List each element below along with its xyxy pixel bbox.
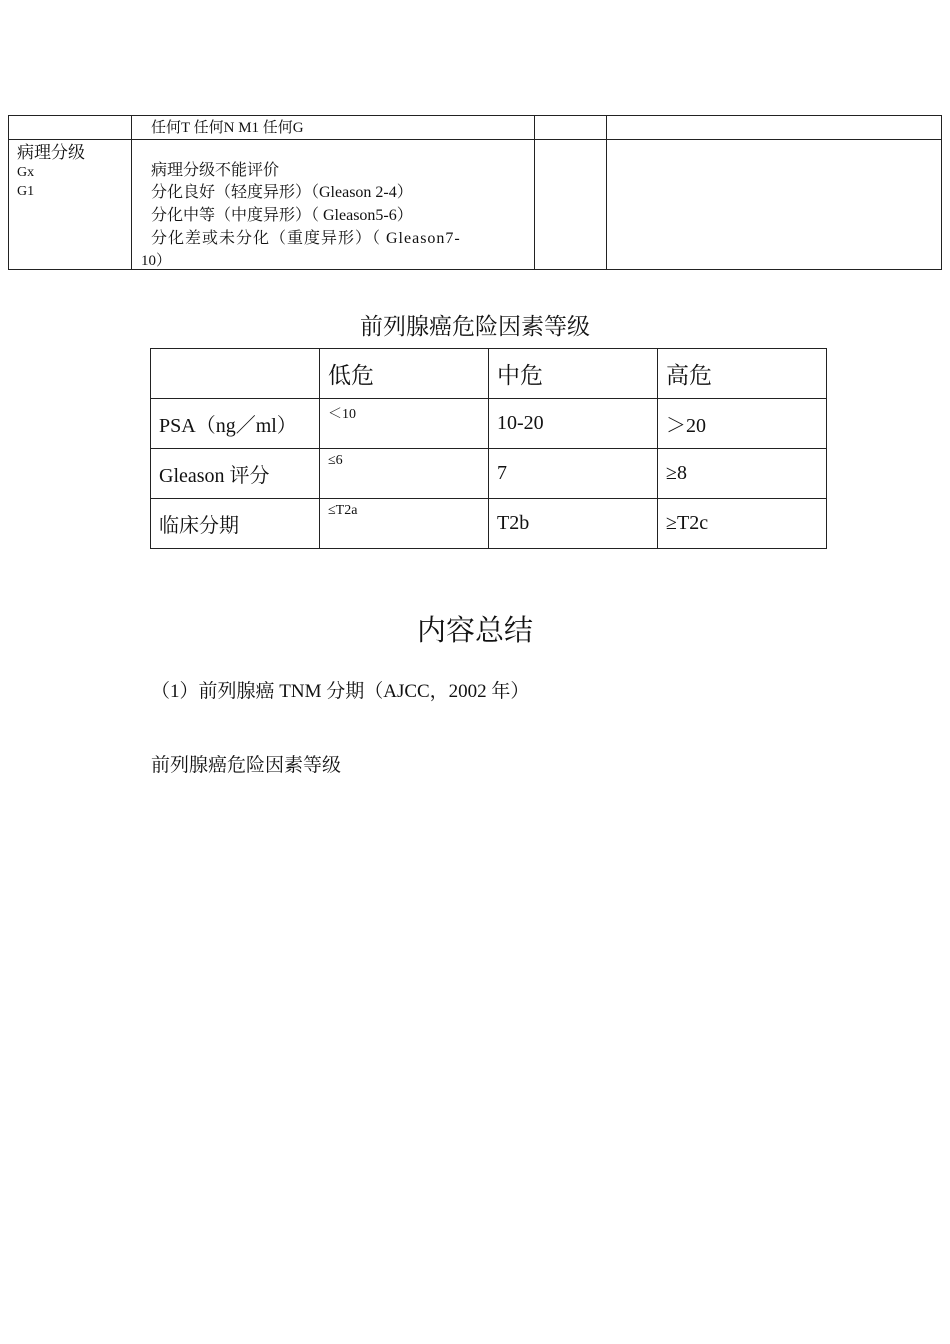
table-row xyxy=(151,399,827,449)
low-risk-cell: ≤6 xyxy=(320,449,489,499)
tnm-col-divider xyxy=(131,116,132,269)
header-cell: 中危 xyxy=(489,349,658,399)
risk-table xyxy=(150,348,827,549)
grade-code: Gx xyxy=(17,165,35,180)
header-cell: 高危 xyxy=(658,349,827,399)
high-risk-cell: ＞20 xyxy=(658,399,827,449)
grade-description: 病理分级不能评价 xyxy=(151,162,280,179)
grade-description: 10） xyxy=(141,253,172,269)
row-label: PSA（ng／ml） xyxy=(151,399,320,449)
mid-risk-cell: T2b xyxy=(489,499,658,549)
high-risk-cell: ≥T2c xyxy=(658,499,827,549)
high-risk-cell: ≥8 xyxy=(658,449,827,499)
summary-line: 前列腺癌危险因素等级 xyxy=(151,755,342,776)
tnm-col-divider xyxy=(534,116,535,269)
low-risk-cell: ＜10 xyxy=(320,399,489,449)
tnm-col-divider xyxy=(606,116,607,269)
grade-description: 分化良好（轻度异形）（Gleason 2-4） xyxy=(151,184,413,201)
tnm-row-m1-text: 任何T 任何N M1 任何G xyxy=(151,120,304,136)
tnm-table xyxy=(8,115,942,270)
low-risk-cell: ≤T2a xyxy=(320,499,489,549)
header-cell: 低危 xyxy=(320,349,489,399)
row-label: 临床分期 xyxy=(151,499,320,549)
grade-description: 分化中等（中度异形）（ Gleason5-6） xyxy=(151,207,413,224)
mid-risk-cell: 10-20 xyxy=(489,399,658,449)
grade-header: 病理分级 xyxy=(17,143,85,162)
risk-table-title: 前列腺癌危险因素等级 xyxy=(360,314,590,339)
table-header-row xyxy=(151,349,827,399)
header-cell xyxy=(151,349,320,399)
tnm-row-m1 xyxy=(9,116,941,140)
table-row xyxy=(151,449,827,499)
summary-title: 内容总结 xyxy=(416,615,533,647)
row-label: Gleason 评分 xyxy=(151,449,320,499)
grade-description: 分化差或未分化（重度异形）（ Gleason7- xyxy=(151,230,461,247)
table-row xyxy=(151,499,827,549)
summary-line: （1）前列腺癌 TNM 分期（AJCC，2002 年） xyxy=(151,681,530,702)
grade-code: G1 xyxy=(17,184,35,199)
mid-risk-cell: 7 xyxy=(489,449,658,499)
